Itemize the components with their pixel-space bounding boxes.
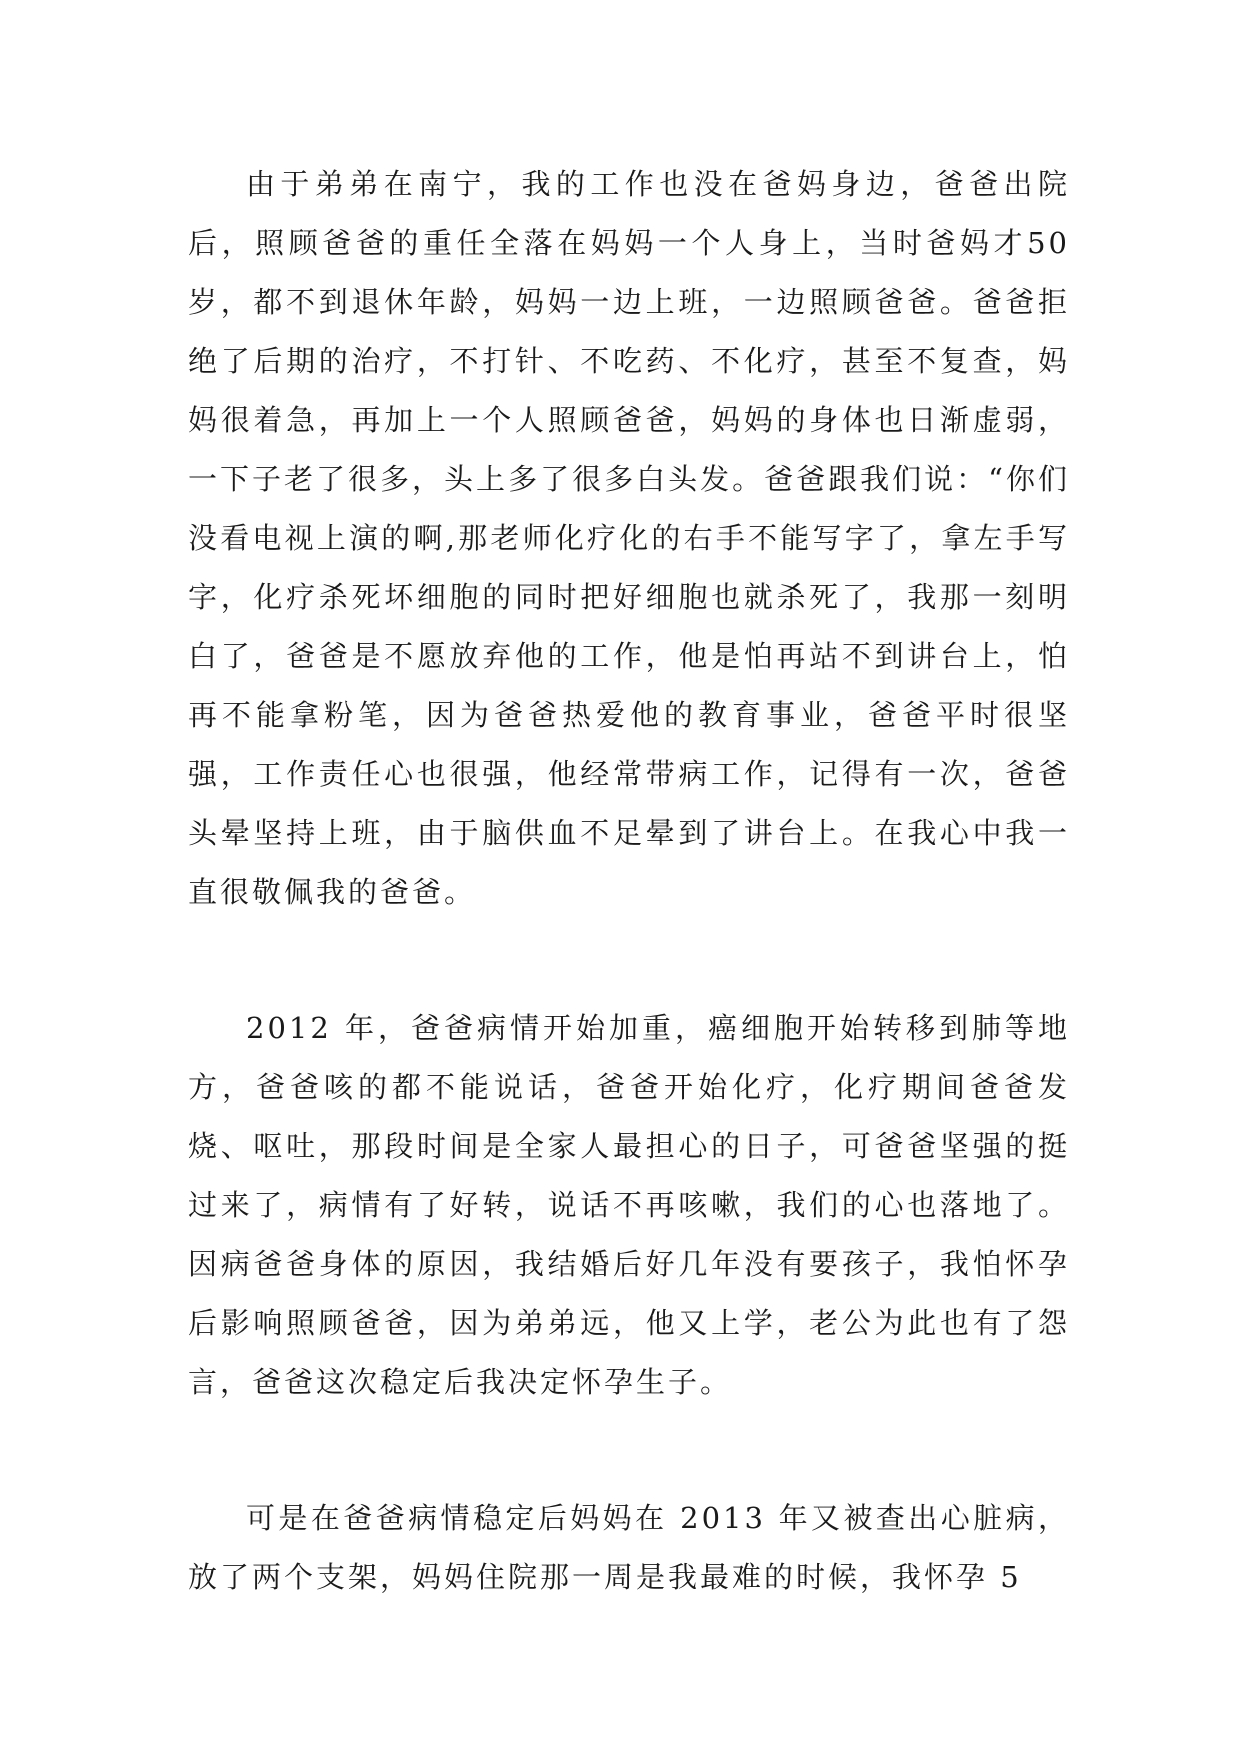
paragraph-2: 2012 年，爸爸病情开始加重，癌细胞开始转移到肺等地方，爸爸咳的都不能说话，爸爸开始化疗，化疗期间爸爸发烧、呕吐，那段时间是全家人最担心的日子，可爸爸坚强的挺过来了，病情有了好转，说话不再咳嗽，我们的心也落地了。因病爸爸身体的原因，我结婚后好几年没有要孩子，我怕怀孕后影响照顾爸爸，因为弟弟远，他又上学，老公为此也有了怨言，爸爸这次稳定后我决定怀孕生子。 (188, 1011, 1070, 1399)
paragraph-1: 由于弟弟在南宁，我的工作也没在爸妈身边，爸爸出院后，照顾爸爸的重任全落在妈妈一个人身上，当时爸妈才50岁，都不到退休年龄，妈妈一边上班，一边照顾爸爸。爸爸拒绝了后期的治疗，不打针、不吃药、不化疗，甚至不复查，妈妈很着急，再加上一个人照顾爸爸，妈妈的身体也日渐虚弱，一下子老了很多，头上多了很多白头发。爸爸跟我们说：“你们没看电视上演的啊,那老师化疗化的右手不能写字了，拿左手写字，化疗杀死坏细胞的同时把好细胞也就杀死了，我那一刻明白了，爸爸是不愿放弃他的工作，他是怕再站不到讲台上，怕再不能拿粉笔，因为爸爸热爱他的教育事业，爸爸平时很坚强，工作责任心也很强，他经常带病工作，记得有一次，爸爸头晕坚持上班，由于脑供血不足晕到了讲台上。在我心中我一直很敬佩我的爸爸。 (188, 167, 1070, 909)
paragraph-3: 可是在爸爸病情稳定后妈妈在 2013 年又被查出心脏病，放了两个支架，妈妈住院那一周是我最难的时候，我怀孕 5 (188, 1501, 1070, 1594)
document-page (188, 155, 1070, 1607)
